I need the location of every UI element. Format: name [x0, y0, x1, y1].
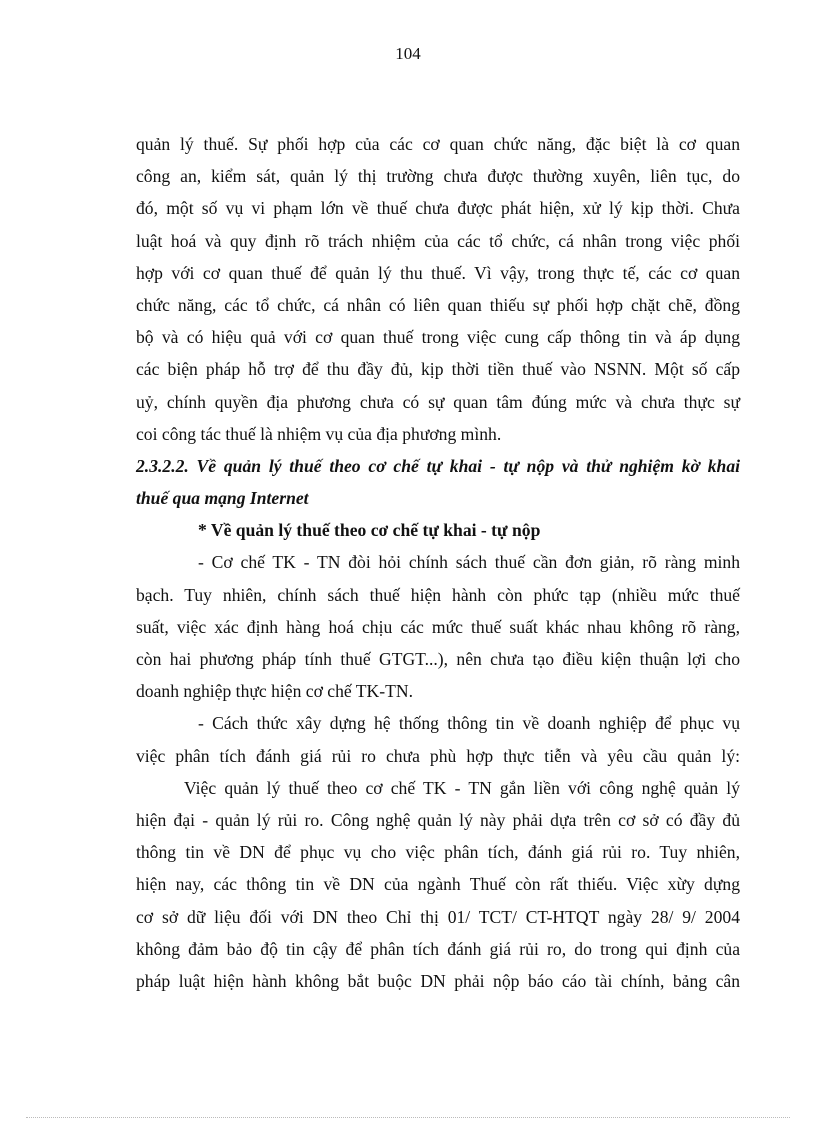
document-body [136, 128, 740, 997]
page-bottom-divider [26, 1117, 790, 1118]
section-heading: 2.3.2.2. Về quản lý thuế theo cơ chế tự khai - tự nộp và thử nghiệm kờ khai [136, 455, 740, 476]
text-line: công an, kiểm sát, quản lý thị trường chưa được thường xuyên, liên tục, do [136, 166, 740, 187]
text-line: các biện pháp hỗ trợ để thu đầy đủ, kịp thời tiền thuế vào NSNN. Một số cấp [136, 359, 740, 380]
text-line: coi công tác thuế là nhiệm vụ của địa phương mình. [136, 423, 502, 444]
text-line: suất, việc xác định hàng hoá chịu các mức thuế suất khác nhau không rõ ràng, [136, 616, 740, 637]
text-line: đó, một số vụ vi phạm lớn về thuế chưa được phát hiện, xử lý kịp thời. Chưa [136, 198, 740, 219]
text-line: chức năng, các tổ chức, cá nhân có liên quan thiếu sự phối hợp chặt chẽ, đồng [136, 294, 740, 315]
subsection-heading: * Về quản lý thuế theo cơ chế tự khai - tự nộp [198, 520, 541, 541]
text-line: luật hoá và quy định rõ trách nhiệm của các tổ chức, cá nhân trong việc phối [136, 230, 740, 251]
text-line: bộ và có hiệu quả với cơ quan thuế trong việc cung cấp thông tin và áp dụng [136, 327, 740, 348]
section-heading-continued: thuế qua mạng Internet [136, 488, 309, 509]
text-line: việc phân tích đánh giá rủi ro chưa phù hợp thực tiễn và yêu cầu quản lý: [136, 745, 740, 766]
text-line: - Cách thức xây dựng hệ thống thông tin về doanh nghiệp để phục vụ [198, 713, 740, 734]
text-line: còn hai phương pháp tính thuế GTGT...), nên chưa tạo điều kiện thuận lợi cho [136, 649, 740, 669]
text-line: hiện đại - quản lý rủi ro. Công nghệ quản lý này phải dựa trên cơ sở có đầy đủ [136, 809, 740, 830]
text-line: cơ sở dữ liệu đối với DN theo Chỉ thị 01/ TCT/ CT-HTQT ngày 28/ 9/ 2004 [136, 906, 740, 927]
text-line: bạch. Tuy nhiên, chính sách thuế hiện hành còn phức tạp (nhiều mức thuế [136, 584, 740, 605]
text-line: quản lý thuế. Sự phối hợp của các cơ quan chức năng, đặc biệt là cơ quan [136, 134, 740, 154]
text-line: không đảm bảo độ tin cậy để phân tích đánh giá rủi ro, do trong qui định của [136, 938, 740, 959]
text-line: - Cơ chế TK - TN đòi hỏi chính sách thuế cần đơn giản, rõ ràng minh [198, 552, 740, 573]
text-line: uỷ, chính quyền địa phương chưa có sự quan tâm đúng mức và chưa thực sự [136, 391, 740, 412]
text-line: Việc quản lý thuế theo cơ chế TK - TN gắn liền với công nghệ quản lý [184, 777, 740, 798]
text-line: doanh nghiệp thực hiện cơ chế TK-TN. [136, 681, 413, 702]
text-line: pháp luật hiện hành không bắt buộc DN phải nộp báo cáo tài chính, bảng cân [136, 970, 740, 991]
text-line: thông tin về DN để phục vụ cho việc phân tích, đánh giá rủi ro. Tuy nhiên, [136, 842, 740, 863]
text-line: hiện nay, các thông tin về DN của ngành Thuế còn rất thiếu. Việc xừy dựng [136, 874, 740, 895]
page-number: 104 [395, 44, 421, 63]
text-line: hợp với cơ quan thuế để quản lý thu thuế. Vì vậy, trong thực tế, các cơ quan [136, 262, 740, 283]
